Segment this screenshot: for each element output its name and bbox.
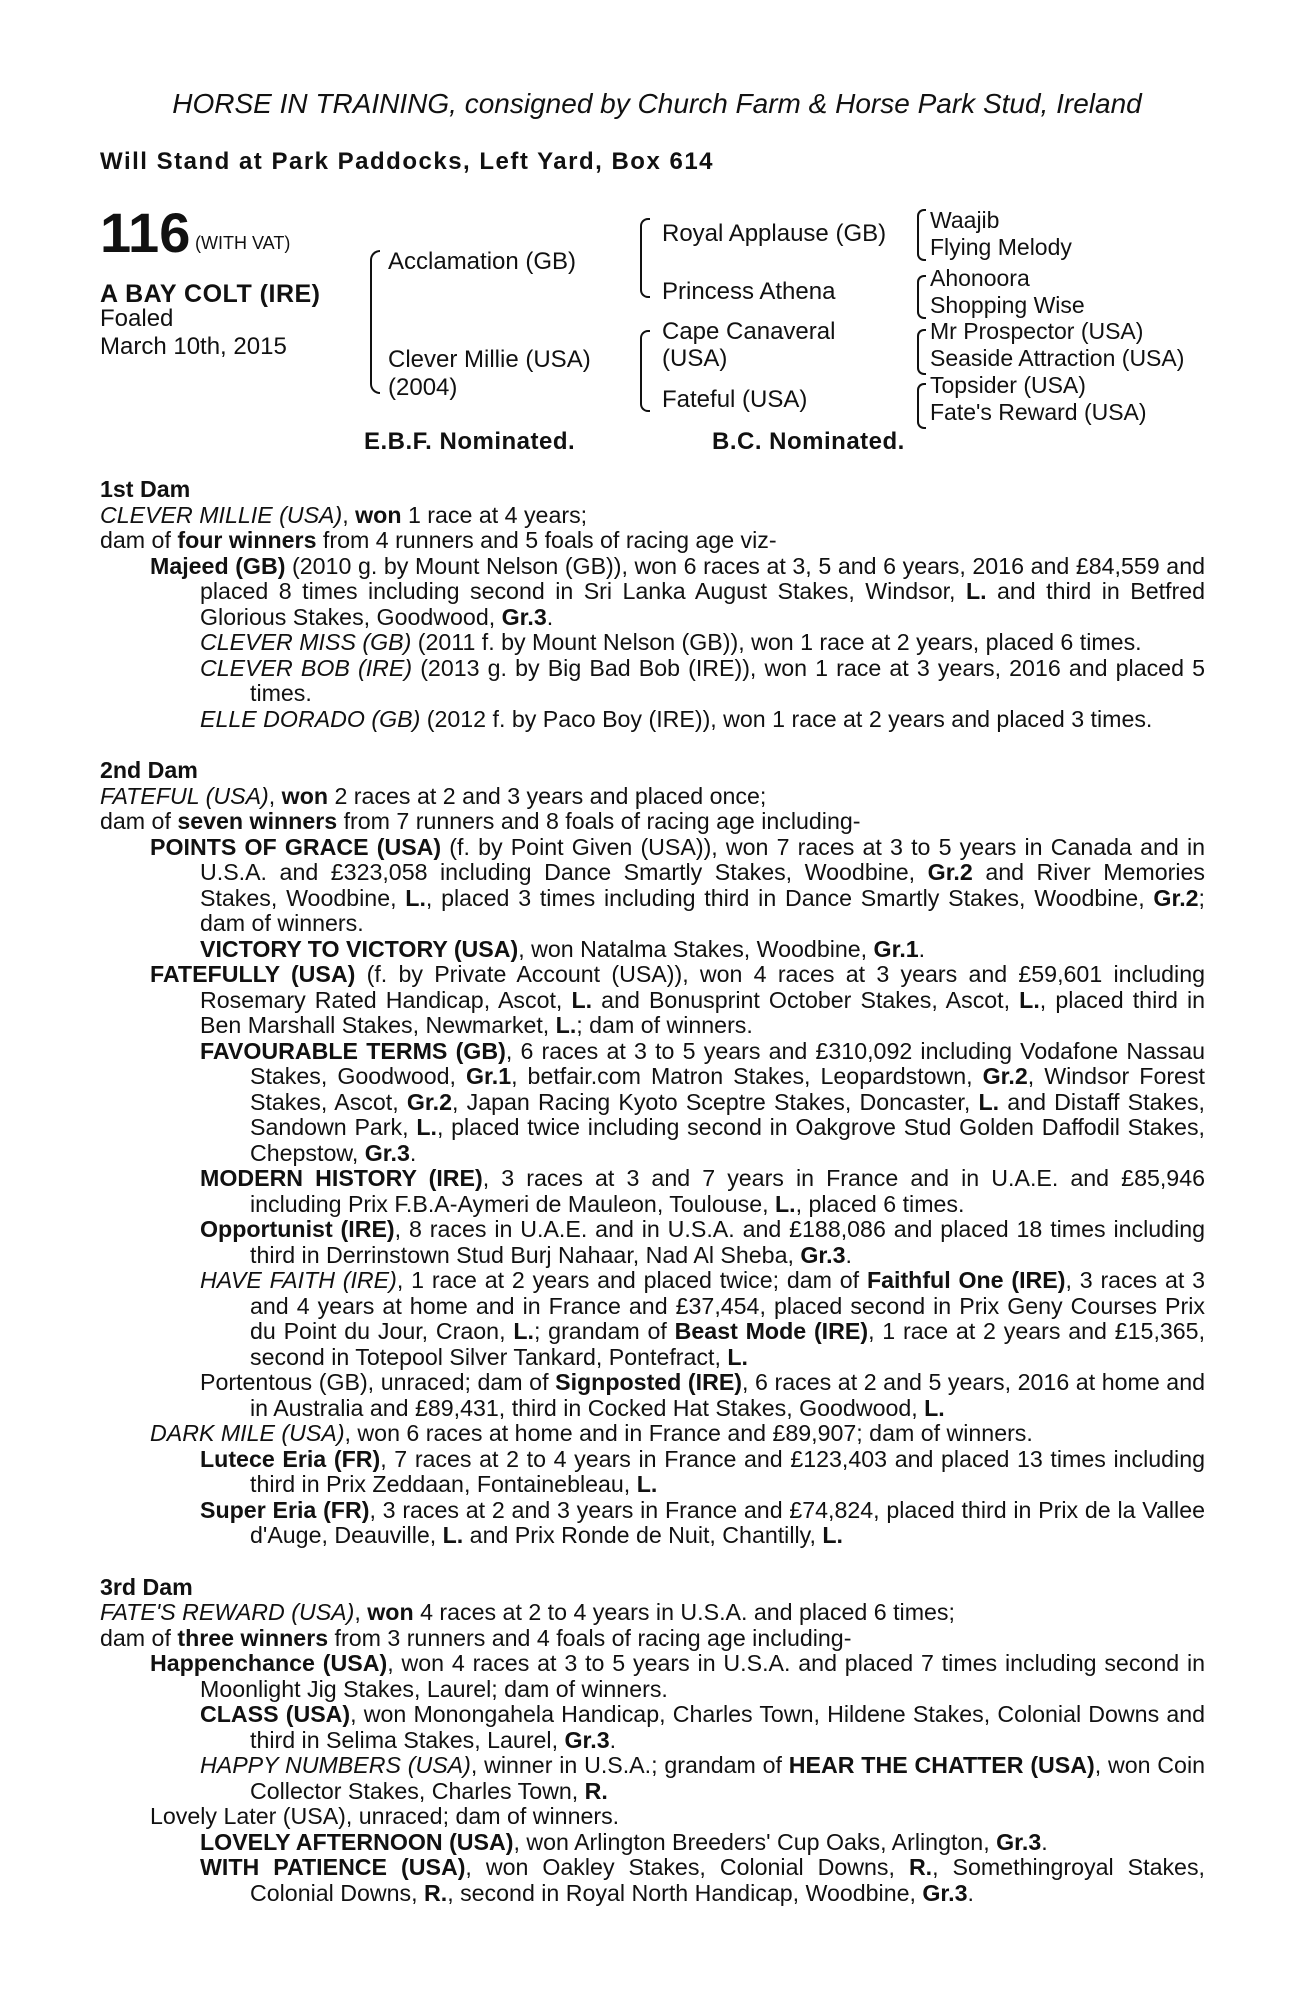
pedigree-ssd: Flying Melody (930, 234, 1072, 260)
pedigree-bracket-3c (917, 329, 926, 375)
pedigree-sds: Ahonoora (930, 265, 1030, 291)
foal-fatefully: FATEFULLY (USA) (f. by Private Account (USA)), won 4 races at 3 years and £59,601 including Rosemary Rated Handicap, Ascot, L. and Bonusprint October Stakes, Ascot, L., placed third in Ben Marshall Stakes, Newmarket, L.; dam of winners. (150, 961, 1205, 1038)
pedigree-dam-1: Clever Millie (USA) (388, 346, 591, 373)
first-dam-produce: dam of four winners from 4 runners and 5 foals of racing age viz- (100, 527, 777, 553)
lot-number: 116 (100, 201, 191, 264)
bc-nominated: B.C. Nominated. (712, 428, 905, 455)
ebf-nominated: E.B.F. Nominated. (364, 428, 576, 455)
pedigree-sire-sire: Royal Applause (GB) (662, 220, 887, 247)
first-dam-name: CLEVER MILLIE (USA) (100, 501, 343, 528)
pedigree-ddd: Fate's Reward (USA) (930, 399, 1147, 425)
first-dam-heading: 1st Dam (100, 476, 191, 502)
foal-clever-miss: CLEVER MISS (GB) (2011 f. by Mount Nelson (GB)), won 1 race at 2 years, placed 6 times. (200, 629, 1142, 655)
third-dam-produce: dam of three winners from 3 runners and 4 foals of racing age including- (100, 1624, 852, 1651)
foal-elle-dorado: ELLE DORADO (GB) (2012 f. by Paco Boy (IRE)), won 1 race at 2 years and placed 3 times. (200, 705, 1153, 732)
foal-happenchance: Happenchance (USA), won 4 races at 3 to 5 years in U.S.A. and placed 7 times including second in Moonlight Jig Stakes, Laurel; dam of winners. (150, 1650, 1206, 1702)
foal-majeed: Majeed (GB) (2010 g. by Mount Nelson (GB)), won 6 races at 3, 5 and 6 years, 2016 and £84,559 and placed 8 times including second in Sri Lanka August Stakes, Windsor, L. and third in Betfred Glorious Stakes, Goodwood, Gr.3. (150, 552, 1205, 630)
foal-victory-to-victory: VICTORY TO VICTORY (USA), won Natalma Stakes, Woodbine, Gr.1. (200, 935, 926, 962)
lot-description: A BAY COLT (IRE) (100, 280, 321, 308)
stand-location: Will Stand at Park Paddocks, Left Yard, Box 614 (100, 148, 715, 175)
foal-portentous: Portentous (GB), unraced; dam of Signposted (IRE), 6 races at 2 and 5 years, 2016 at home and in Australia and £89,431, third in Cocked Hat Stakes, Goodwood, L. (200, 1369, 1205, 1421)
foal-clever-bob: CLEVER BOB (IRE) (2013 g. by Big Bad Bob (IRE)), won 1 race at 3 years, 2016 and placed 5 times. (200, 654, 1205, 706)
consignment-title: HORSE IN TRAINING, consigned by Church Farm & Horse Park Stud, Ireland (172, 88, 1142, 119)
pedigree-dam-sire-2: (USA) (662, 345, 728, 372)
foal-have-faith: HAVE FAITH (IRE), 1 race at 2 years and placed twice; dam of Faithful One (IRE), 3 races at 3 and 4 years at home and in France and £37,454, placed second in Prix Geny Courses Prix du Point du Jour, Craon, L.; grandam of Beast Mode (IRE), 1 race at 2 years and £15,365, second in Totepool Silver Tankard, Pontefract, L. (200, 1267, 1206, 1370)
first-dam-line: CLEVER MILLIE (USA), won 1 race at 4 years; (100, 501, 588, 528)
third-dam-heading: 3rd Dam (100, 1573, 193, 1600)
pedigree-sss: Waajib (930, 207, 1000, 233)
second-dam-produce: dam of seven winners from 7 runners and 8 foals of racing age including- (100, 808, 861, 834)
foal-points-of-grace: POINTS OF GRACE (USA) (f. by Point Given (USA)), won 7 races at 3 to 5 years in Canada and in U.S.A. and £323,058 including Dance Smartly Stakes, Woodbine, Gr.2 and River Memories Stakes, Woodbine, L., placed 3 times including third in Dance Smartly Stakes, Woodbine, Gr.2; dam of winners. (150, 833, 1205, 936)
foaled-label: Foaled (100, 305, 174, 332)
second-dam-line: FATEFUL (USA), won 2 races at 2 and 3 years and placed once; (100, 782, 767, 809)
foal-modern-history: MODERN HISTORY (IRE), 3 races at 3 and 7 years in France and in U.A.E. and £85,946 including Prix F.B.A-Aymeri de Mauleon, Toulouse, L., placed 6 times. (200, 1165, 1205, 1217)
foal-lovely-afternoon: LOVELY AFTERNOON (USA), won Arlington Breeders' Cup Oaks, Arlington, Gr.3. (200, 1828, 1048, 1855)
produce-record (100, 477, 1205, 1906)
vat-note: (WITH VAT) (195, 233, 291, 253)
pedigree-dam-2: (2004) (388, 374, 458, 401)
pedigree-dss: Mr Prospector (USA) (930, 318, 1144, 344)
second-dam-heading: 2nd Dam (100, 757, 198, 783)
foal-lutece-eria: Lutece Eria (FR), 7 races at 2 to 4 years in France and £123,403 and placed 13 times including third in Prix Zeddaan, Fontainebleau, L. (200, 1445, 1205, 1497)
pedigree-bracket-3a (917, 209, 926, 261)
pedigree-sire: Acclamation (GB) (388, 248, 577, 275)
pedigree-sdd: Shopping Wise (930, 292, 1085, 318)
pedigree-dsd: Seaside Attraction (USA) (930, 345, 1185, 371)
pedigree-bracket-3b (917, 275, 926, 319)
pedigree-dds: Topsider (USA) (930, 372, 1086, 398)
pedigree-dam-dam: Fateful (USA) (662, 386, 808, 413)
foal-favourable-terms: FAVOURABLE TERMS (GB), 6 races at 3 to 5 years and £310,092 including Vodafone Nassau Stakes, Goodwood, Gr.1, betfair.com Matron Stakes, Leopardstown, Gr.2, Windsor Forest Stakes, Ascot, Gr.2, Japan Racing Kyoto Sceptre Stakes, Doncaster, L. and Distaff Stakes, Sandown Park, L., placed twice including second in Oakgrove Stud Golden Daffodil Stakes, Chepstow, Gr.3. (200, 1037, 1205, 1166)
third-dam-line: FATE'S REWARD (USA), won 4 races at 2 to 4 years in U.S.A. and placed 6 times; (100, 1599, 955, 1625)
foal-super-eria: Super Eria (FR), 3 races at 2 and 3 years in France and £74,824, placed third in Prix de la Vallee d'Auge, Deauville, L. and Prix Ronde de Nuit, Chantilly, L. (200, 1496, 1205, 1548)
foal-class: CLASS (USA), won Monongahela Handicap, Charles Town, Hildene Stakes, Colonial Downs and third in Selima Stakes, Laurel, Gr.3. (200, 1701, 1206, 1753)
pedigree-bracket-2a (640, 218, 650, 298)
foal-with-patience: WITH PATIENCE (USA), won Oakley Stakes, Colonial Downs, R., Somethingroyal Stakes, Colonial Downs, R., second in Royal North Handicap, Woodbine, Gr.3. (200, 1854, 1205, 1906)
pedigree-sire-dam: Princess Athena (662, 278, 836, 305)
pedigree-bracket-3d (917, 383, 926, 429)
foal-happy-numbers: HAPPY NUMBERS (USA), winner in U.S.A.; grandam of HEAR THE CHATTER (USA), won Coin Collector Stakes, Charles Town, R. (200, 1752, 1205, 1804)
foal-opportunist: Opportunist (IRE), 8 races in U.A.E. and in U.S.A. and £188,086 and placed 18 times including third in Derrinstown Stud Burj Nahaar, Nad Al Sheba, Gr.3. (200, 1216, 1206, 1268)
foaled-date: March 10th, 2015 (100, 333, 287, 360)
pedigree-bracket-1 (370, 250, 380, 394)
foal-dark-mile: DARK MILE (USA), won 6 races at home and in France and £89,907; dam of winners. (150, 1420, 1033, 1446)
foal-lovely-later: Lovely Later (USA), unraced; dam of winners. (150, 1803, 620, 1829)
pedigree-bracket-2b (640, 330, 650, 412)
pedigree-dam-sire-1: Cape Canaveral (662, 318, 836, 345)
